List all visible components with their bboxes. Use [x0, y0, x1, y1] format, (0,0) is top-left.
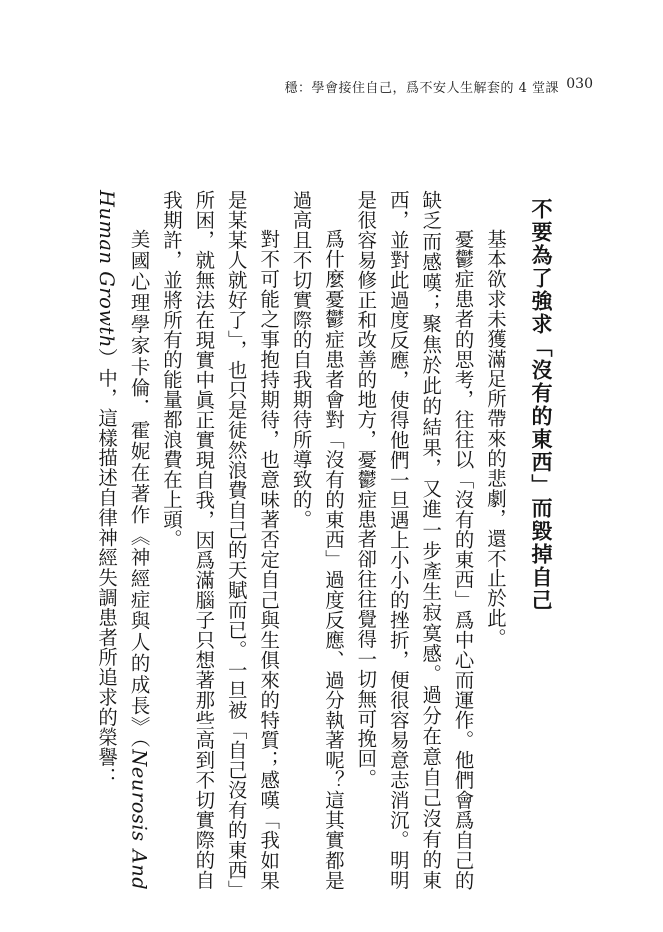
paragraph-5	[90, 190, 155, 890]
paragraph-3: 爲什麼憂鬱症患者會對「沒有的東西」過度反應、過分執著呢？這其實都是過高且不切實際的自我期待所導致的。	[289, 190, 345, 890]
paragraph-4: 對不可能之事抱持期待，也意味著否定自己與生俱來的特質；感嘆「我如果是某某人就好了」，也只是徒然浪費自己的天賦而已。一旦被「自己沒有的東西」所困，就無法在現實中眞正實現自我，因爲滿腦子只想著那些高到不切實際的自我期許，並將所有的能量都浪費在上頭。	[159, 190, 281, 890]
paragraph-5-tail: ）中，這樣描述自律神經失調患者所追求的榮譽：	[95, 347, 119, 787]
running-head: 穩：學會接住自己，爲不安人生解套的 4 堂課	[284, 81, 559, 96]
english-book-title: Neurosis And Human Growth	[95, 190, 151, 890]
section-heading: 不要為了強求「沒有的東西」而毀掉自己	[529, 198, 553, 612]
paragraph-2: 憂鬱症患者的思考，往往以「沒有的東西」爲中心而運作。他們會爲自己的缺乏而感嘆；聚焦於此的結果，又進一步產生寂寞感。過分在意自己沒有的東西，並對此過度反應，使得他們一旦遇上小小的挫折，便很容易意志消沉。明明是很容易修正和改善的地方，憂鬱症患者卻往往覺得一切無可挽回。	[354, 190, 475, 890]
page-number: 030	[566, 76, 593, 92]
paragraph-5-lead: 美國心理學家卡倫．霍妮在著作《神經症與人的成長》（	[127, 228, 151, 750]
text-block	[90, 190, 557, 890]
paragraph-1: 基本欲求未獲滿足所帶來的悲劇，還不止於此。	[484, 228, 507, 648]
